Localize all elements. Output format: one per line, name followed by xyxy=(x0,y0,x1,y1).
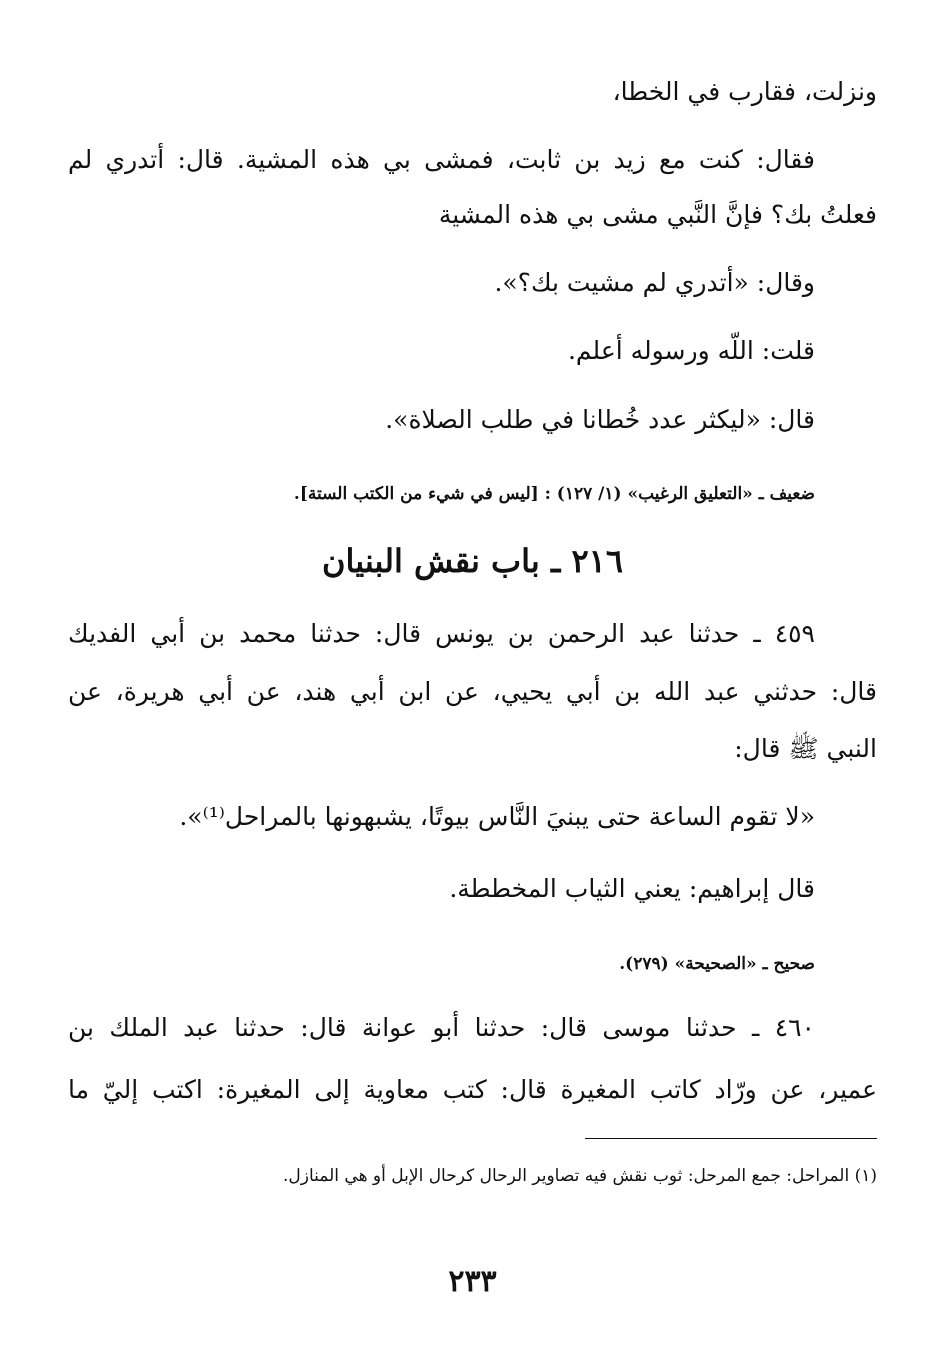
text-line: ٤٦٠ ـ حدثنا موسى قال: حدثنا أبو عوانة قال: حدثنا عبد الملك بن xyxy=(68,1013,815,1042)
text-line: قال: حدثني عبد الله بن أبي يحيي، عن ابن أبي هند، عن أبي هريرة، عن xyxy=(68,677,877,706)
text-line: ٤٥٩ ـ حدثنا عبد الرحمن بن يونس قال: حدثنا محمد بن أبي الفديك xyxy=(68,619,815,648)
footnote: (١) المراحل: جمع المرحل: ثوب نقش فيه تصاوير الرحال كرحال الإبل أو هي المنازل. xyxy=(282,1166,877,1186)
text-line: ونزلت، فقارب في الخطا، xyxy=(612,77,877,106)
text-line: وقال: «أتدري لم مشيت بك؟». xyxy=(494,268,815,297)
text-line: قلت: اللّه ورسوله أعلم. xyxy=(567,336,815,365)
text-line: قال: «ليكثر عدد خُطانا في طلب الصلاة». xyxy=(385,405,815,434)
text-line: «لا تقوم الساعة حتى يبنيَ النَّاس بيوتًا، يشبهونها بالمراحل⁽¹⁾». xyxy=(179,802,815,831)
text-line: فقال: كنت مع زيد بن ثابت، فمشى بي هذه المشية. قال: أتدري لم xyxy=(68,145,815,174)
text-line: فعلتُ بك؟ فإنَّ النَّبي مشى بي هذه المشية xyxy=(438,200,877,229)
text-line: قال إبراهيم: يعني الثياب المخططة. xyxy=(449,874,815,903)
chapter-heading: ٢١٦ ـ باب نقش البنيان xyxy=(321,542,624,580)
page-number: ٢٣٣ xyxy=(448,1264,497,1299)
grading-note: ضعيف ـ «التعليق الرغيب» (١/ ١٢٧) : [ليس في شيء من الكتب الستة]. xyxy=(293,484,815,504)
text-line: النبي ﷺ قال: xyxy=(734,734,877,763)
footnote-divider xyxy=(585,1138,877,1139)
grading-note: صحيح ـ «الصحيحة» (٢٧٩). xyxy=(619,954,815,974)
text-line: عمير، عن ورّاد كاتب المغيرة قال: كتب معاوية إلى المغيرة: اكتب إليّ ما xyxy=(68,1075,877,1104)
